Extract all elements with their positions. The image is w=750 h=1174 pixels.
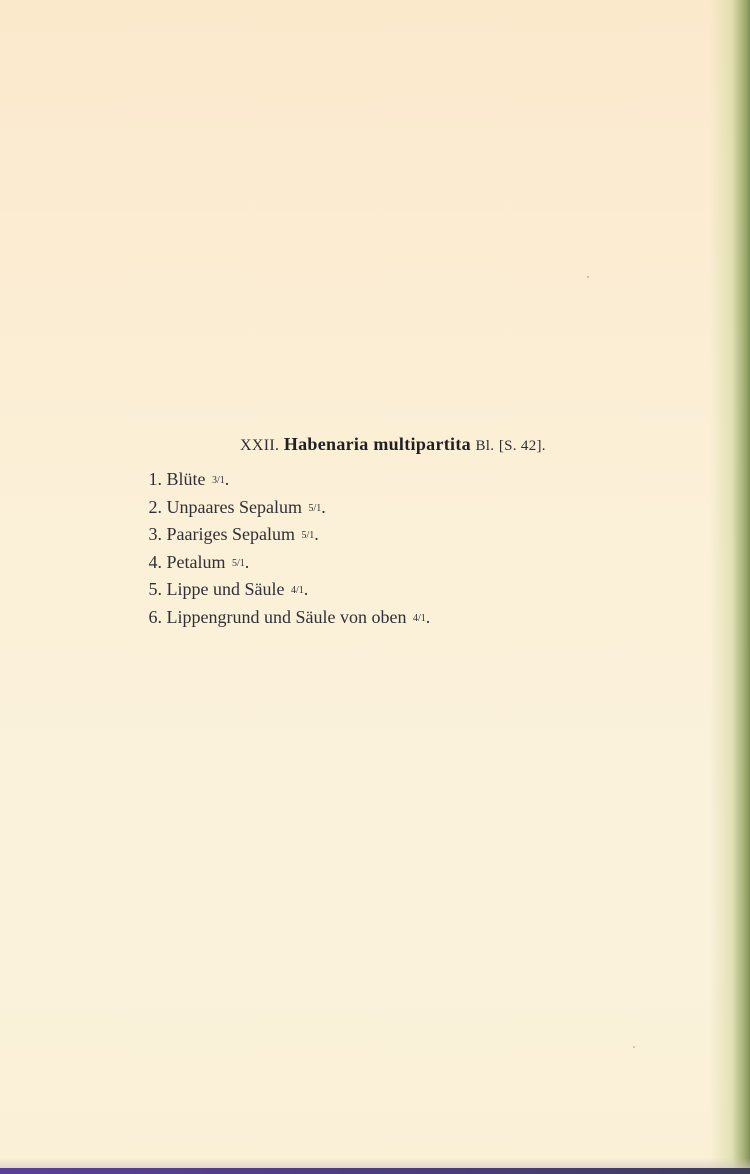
legend-item bbox=[140, 604, 430, 632]
magnification: 4/1 bbox=[290, 585, 304, 597]
legend-item bbox=[140, 549, 430, 577]
legend-item bbox=[140, 576, 430, 604]
page-bottom-shading bbox=[0, 1158, 750, 1168]
legend-number: 2. bbox=[148, 496, 162, 517]
page-reference: [S. 42]. bbox=[498, 438, 546, 454]
legend-text: Paariges Sepalum bbox=[166, 524, 295, 545]
legend-item bbox=[140, 494, 430, 522]
magnification: 4/1 bbox=[412, 612, 426, 624]
legend-end: . bbox=[244, 551, 250, 572]
legend-number: 6. bbox=[148, 606, 162, 627]
legend-end: . bbox=[425, 606, 431, 627]
legend-end: . bbox=[321, 496, 326, 517]
paper-speck bbox=[587, 276, 589, 278]
paper-speck bbox=[633, 1046, 635, 1048]
legend-number: 3. bbox=[148, 524, 162, 545]
page-edge-shading bbox=[710, 0, 750, 1174]
page-bottom-edge bbox=[0, 1168, 750, 1174]
author-abbreviation: Bl. bbox=[475, 438, 495, 454]
legend-text: Lippe und Säule bbox=[166, 579, 285, 600]
legend-number: 5. bbox=[148, 579, 162, 600]
legend-text: Petalum bbox=[166, 551, 226, 572]
legend-number: 1. bbox=[148, 469, 162, 489]
legend-end: . bbox=[224, 469, 230, 489]
legend-text: Blüte bbox=[166, 469, 206, 489]
legend-item bbox=[140, 466, 430, 494]
legend-end: . bbox=[303, 579, 309, 600]
legend-text: Unpaares Sepalum bbox=[166, 496, 302, 517]
legend-item bbox=[140, 521, 430, 549]
plate-heading bbox=[240, 434, 546, 455]
legend-end: . bbox=[314, 524, 319, 545]
legend-number: 4. bbox=[148, 551, 162, 572]
magnification: 3/1 bbox=[212, 475, 225, 486]
plate-number: XXII. bbox=[240, 437, 280, 454]
figure-legend bbox=[140, 466, 430, 632]
species-name: Habenaria multipartita bbox=[283, 434, 471, 454]
magnification: 5/1 bbox=[232, 557, 245, 569]
magnification: 5/1 bbox=[308, 502, 322, 514]
magnification: 5/1 bbox=[301, 530, 315, 542]
legend-text: Lippengrund und Säule von oben bbox=[166, 606, 407, 627]
